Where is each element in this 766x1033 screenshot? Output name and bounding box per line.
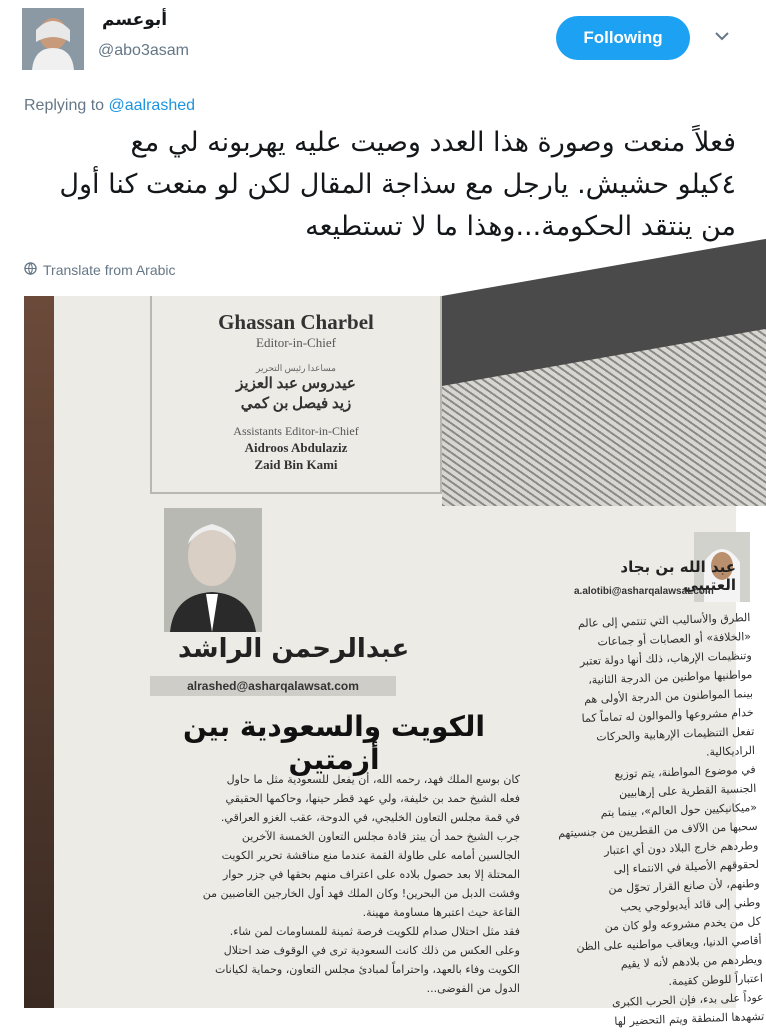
side-line: عوداً على بدء، فإن الحرب الكبرى: [611, 990, 764, 1010]
side-line: أقاصي الدنيا، ويعاقب مواطنيه على الظن: [576, 933, 762, 954]
assistants-en-label: Assistants Editor-in-Chief: [233, 424, 359, 438]
side-line: الجنسية القطرية على إرهابيين: [618, 781, 757, 800]
side-line: مواطنيها مواطنين من الدرجة الثانية،: [587, 667, 753, 687]
side-article-body: [550, 608, 764, 1033]
article-line: القاعة حيث اعتبرها مساومة مهينة.: [362, 906, 520, 919]
side-author-email: a.alotibi@asharqalawsat.com: [574, 586, 714, 597]
side-line: تشهدها المنطقة ويتم التحضير لها: [614, 1009, 765, 1028]
article-body: [140, 770, 520, 998]
tweet-text: [40, 122, 736, 248]
tweet-photo[interactable]: [24, 296, 765, 1028]
side-line: وطنهم، لأن صانع القرار تحوّل من: [608, 876, 760, 896]
article-line: المحتلة إلا بعد حصول بلاده على اعتراف منهم بحقها في جزر حوار: [222, 868, 520, 881]
newspaper-page: [54, 296, 765, 1028]
article-line: الدول من الفوضى...: [426, 982, 520, 995]
assistant-en-name: Aidroos Abdulaziz: [244, 440, 348, 455]
side-line: وطردهم خارج البلاد دون أي اعتبار: [603, 838, 759, 858]
assistant-en-name: Zaid Bin Kami: [254, 457, 338, 472]
article-line: كان بوسع الملك فهد، رحمه الله، أن يفعل للسعودية مثل ما حاول: [226, 773, 520, 786]
side-line: الطرق والأساليب التي تنتمي إلى عالم: [577, 610, 751, 631]
following-button[interactable]: Following: [556, 16, 690, 60]
article-line: فقد مثل احتلال صدام للكويت فرصة ثمينة للمساومات لمن شاء.: [229, 925, 520, 938]
editor-title: Editor-in-Chief: [256, 335, 336, 350]
reply-mention-link[interactable]: @aalrashed: [108, 97, 196, 114]
author-name: عبدالرحمن الراشد: [178, 634, 410, 664]
article-line: جرب الشيخ حمد أن يبتز قادة مجلس التعاون الخمسة الآخرين: [241, 830, 520, 843]
globe-icon: [24, 262, 37, 278]
side-line: خدام مشروعها والموالون له تماماً كما: [581, 705, 754, 725]
article-line: وعلى العكس من ذلك كانت السعودية ترى في الوقوف ضد احتلال: [223, 944, 520, 957]
side-line: بينما المواطنون من الدرجة الأولى هم: [583, 686, 754, 706]
editor-name: Ghassan Charbel: [218, 310, 374, 334]
side-line: كل من يخدم مشروعه ولو كان من: [604, 914, 762, 934]
author-portrait: [164, 508, 262, 632]
side-line: اعتباراً للوطن كقيمة.: [668, 971, 764, 989]
side-line: لحقوقهم الأصيلة في الانتماء إلى: [613, 857, 760, 876]
article-line: الجالسين أمامه على طاولة القمة عندما منع مناقشة تحرير الكويت: [221, 849, 520, 862]
assistant-ar-name: عيدروس عبد العزيز: [236, 376, 356, 392]
side-line: سحبها من الآلاف من القطريين من جنسيتهم: [557, 819, 758, 840]
replying-to: [24, 97, 195, 115]
avatar[interactable]: [22, 8, 84, 70]
chevron-down-icon[interactable]: [712, 26, 732, 46]
assistant-ar-name: زيد فيصل بن كمي: [240, 396, 352, 412]
photo-edge: [24, 296, 54, 1008]
display-name[interactable]: أبوعسم: [102, 10, 168, 30]
article-line: وفشت الدبل من البحرين! وكان الملك فهد أول الخارجين الغاضبين من: [202, 887, 520, 900]
cartoon-illustration: [442, 296, 766, 506]
translate-label: Translate from Arabic: [43, 262, 176, 278]
side-author-name: عبد الله بن بجاد العتيبي: [620, 558, 736, 594]
assistants-ar-label: مساعدا رئيس التحرير: [256, 363, 336, 373]
side-line: في موضوع المواطنة، يتم توزيع: [614, 762, 756, 781]
tweet-line: ٤كيلو حشيش. يارجل مع سذاجة المقال لكن لو منعت كنا أول: [59, 169, 736, 200]
side-line: «ميكانيكيين حول العالم»، بينما يتم: [600, 800, 758, 820]
article-line: فعله الشيخ حمد بن خليفة، ولي عهد قطر حينها، وحاكمها الحقيقي: [225, 792, 520, 805]
editor-box: [150, 296, 442, 494]
translate-link[interactable]: [24, 262, 176, 278]
side-line: تفعل التنظيمات الإرهابية والحركات: [596, 724, 755, 744]
side-line: «الخلافة» أو العصابات أو جماعات: [597, 629, 752, 649]
author-email: alrashed@asharqalawsat.com: [150, 676, 396, 696]
article-line: في قمة مجلس التعاون الخليجي، في الدوحة، عقب الغزو العراقي.: [220, 811, 520, 824]
side-line: ويطردهم من بلادهم لأنه لا يقيم: [620, 952, 763, 971]
user-handle[interactable]: @abo3asam: [98, 42, 189, 59]
side-line: وتنظيمات الإرهاب، ذلك أنها دولة تعتبر: [579, 648, 752, 668]
replying-to-label: Replying to: [24, 97, 109, 114]
article-headline: الكويت والسعودية بين أزمتين: [183, 710, 485, 776]
side-line: الراديكالية.: [705, 743, 756, 759]
tweet-line: من ينتقد الحكومة...وهذا ما لا تستطيعه: [305, 211, 736, 242]
tweet-line: فعلاً منعت وصورة هذا العدد وصيت عليه يهربونه لي مع: [130, 127, 736, 158]
side-line: وطني إلى قائد أيديولوجي يحب: [619, 895, 761, 914]
article-line: الكويت وفاء بالعهد، واحتراماً لمبادئ مجلس التعاون، وحماية لكيانات: [215, 963, 520, 976]
